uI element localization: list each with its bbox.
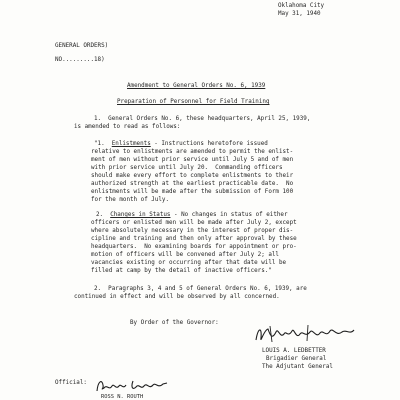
section-1-line-4: should make every effort to complete enlistments to their — [91, 173, 294, 179]
section-1-heading: Enlistments — [111, 141, 151, 147]
section-2-line-4: headquarters. No examining boards for appointment or pro- — [91, 244, 297, 250]
section-2-line-5: motion of officers will be convened after July 2; all — [91, 252, 279, 258]
section-2-prefix: 2. — [96, 212, 111, 218]
signatory-rank: Brigadier General — [266, 356, 327, 362]
section-1-line-2: ment of men without prior service until July 5 and of men — [91, 157, 294, 163]
section-1-line-7: for the month of July. — [91, 197, 170, 203]
section-2-heading-line — [96, 212, 288, 220]
section-1-line-5: authorized strength at the earliest practicable date. No — [91, 181, 294, 187]
signatory-name: LOUIS A. LEDBETTER — [262, 348, 326, 354]
orders-number: NO.........18) — [55, 57, 105, 63]
section-1-line-1: relative to enlistments are amended to permit the enlist- — [91, 149, 294, 155]
authority-line: By Order of the Governor: — [130, 320, 219, 326]
section-1-line-0: - Instructions heretofore issued — [150, 141, 268, 147]
header-date: May 31, 1940 — [278, 11, 321, 17]
document-title: Amendment to General Orders No. 6, 1939 — [127, 83, 266, 89]
section-1-prefix: "1. — [94, 141, 112, 147]
header-place: Oklahoma City — [278, 3, 325, 9]
section-2-line-3: cipline and training and then only after approval by these — [91, 236, 297, 242]
section-2-line-2: where absolutely necessary in the interest of proper dis- — [91, 228, 294, 234]
section-1-heading-line — [94, 141, 268, 149]
section-1-line-3: with prior service until July 20. Commanding officers — [91, 165, 283, 171]
closing-line-1: 2. Paragraphs 3, 4 and 5 of General Orders No. 6, 1939, are — [94, 286, 307, 292]
section-2-heading: Changes in Status — [110, 212, 171, 218]
closing-line-2: continued in effect and will be observed by all concerned. — [74, 294, 280, 300]
official-label: Official: — [55, 380, 87, 386]
section-2-line-0: - No changes in status of either — [170, 212, 288, 218]
section-2-line-7: filled at camp by the detail of inactive officers." — [91, 268, 272, 274]
adjutant-signature — [250, 322, 360, 348]
document-subtitle: Preparation of Personnel for Field Training — [117, 99, 270, 105]
intro-line-1: 1. General Orders No. 6, these headquarters, April 25, 1939, — [94, 116, 311, 122]
orders-heading: GENERAL ORDERS) — [55, 43, 109, 49]
section-1-line-6: enlistments will be made after the submission of Form 100 — [91, 189, 294, 195]
section-2-line-1: officers or enlisted men will be made after July 2, except — [91, 220, 297, 226]
section-2-line-6: vacancies existing or occurring after that date will be — [91, 260, 287, 266]
official-signature — [93, 376, 173, 396]
intro-line-2: is amended to read as follows: — [74, 124, 181, 130]
official-name: ROSS N. ROUTH — [101, 394, 144, 400]
signatory-position: The Adjutant General — [262, 364, 333, 370]
